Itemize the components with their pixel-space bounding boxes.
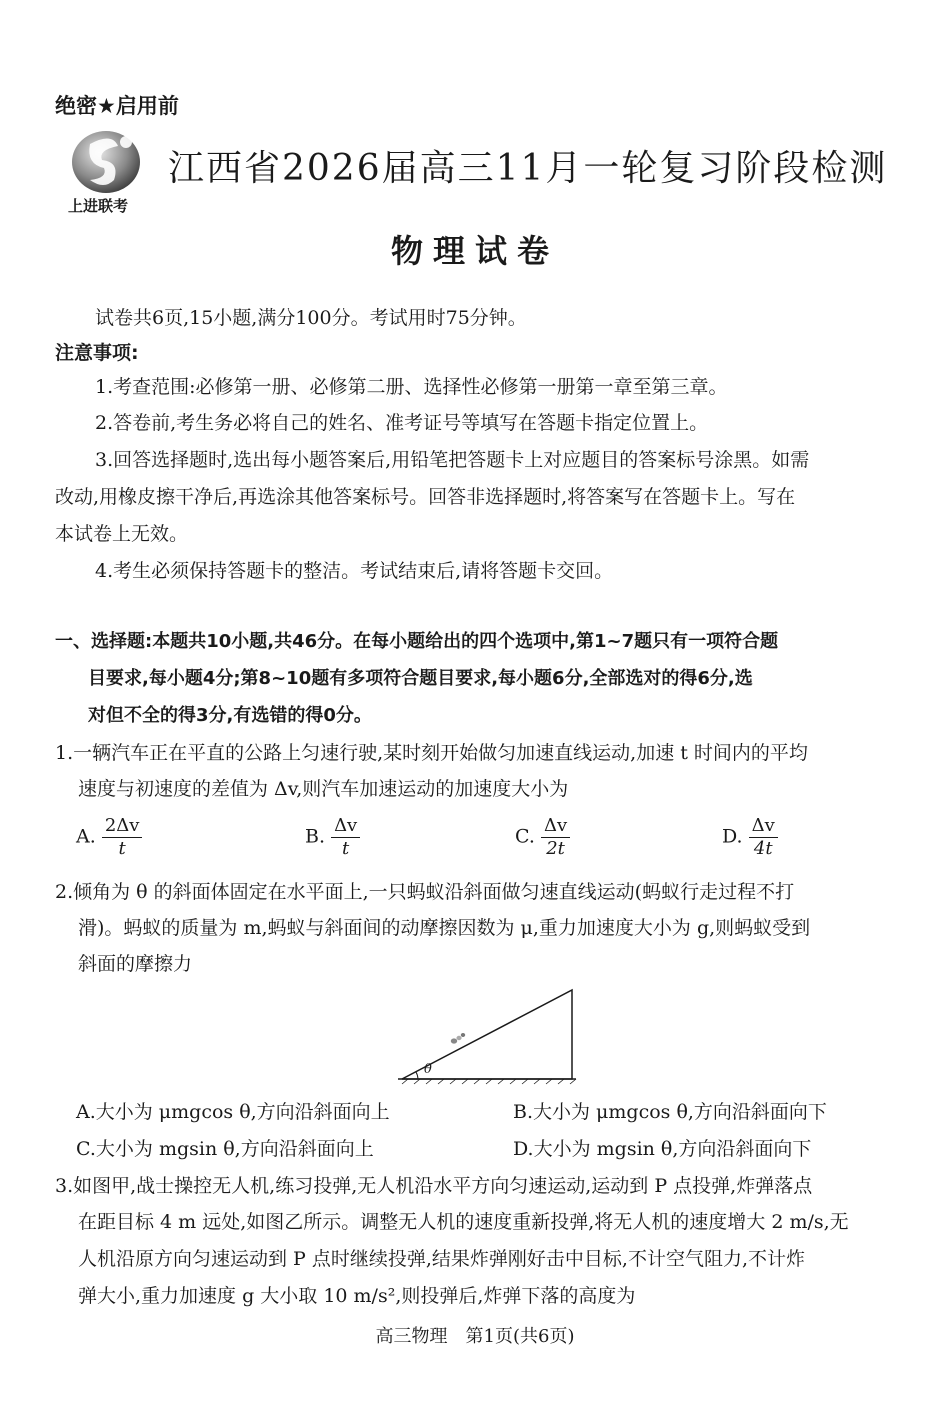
q2-line-2: 滑)。蚂蚁的质量为 m,蚂蚁与斜面间的动摩擦因数为 μ,重力加速度大小为 g,则蚂蚁受到 (78, 917, 811, 939)
q1-line-1: 1.一辆汽车正在平直的公路上匀速行驶,某时刻开始做匀加速直线运动,加速 t 时间内的平均 (55, 742, 808, 764)
q1-option-c-denominator: 2t (546, 838, 565, 859)
q3-line-3: 人机沿原方向匀速运动到 P 点时继续投弹,结果炸弹刚好击中目标,不计空气阻力,不计炸 (78, 1248, 805, 1270)
notice-heading: 注意事项: (55, 342, 139, 364)
section-1-line-1: 一、选择题:本题共10小题,共46分。在每小题给出的四个选项中,第1~7题只有一项符合题 (55, 631, 779, 652)
incline-figure (396, 986, 578, 1086)
notice-item-3-line-2: 改动,用橡皮擦干净后,再选涂其他答案标号。回答非选择题时,将答案写在答题卡上。写在 (55, 486, 796, 508)
q1-option-d (722, 815, 778, 860)
q2-line-1: 2.倾角为 θ 的斜面体固定在水平面上,一只蚂蚁沿斜面做匀速直线运动(蚂蚁行走过程不打 (55, 881, 795, 903)
q1-option-d-numerator: Δv (749, 815, 778, 838)
q1-option-c-label: C. (515, 825, 535, 848)
notice-item-2: 2.答卷前,考生务必将自己的姓名、准考证号等填写在答题卡指定位置上。 (95, 412, 709, 434)
q1-line-2: 速度与初速度的差值为 Δv,则汽车加速运动的加速度大小为 (78, 778, 569, 800)
q1-option-b (305, 815, 360, 860)
notice-item-1: 1.考查范围:必修第一册、必修第二册、选择性必修第一册第一章至第三章。 (95, 376, 728, 398)
q2-option-b: B.大小为 μmgcos θ,方向沿斜面向下 (513, 1101, 827, 1123)
q1-option-a (76, 815, 142, 860)
angle-theta-label: θ (424, 1062, 432, 1077)
exam-logo (68, 124, 144, 196)
q1-option-a-label: A. (76, 825, 96, 848)
q1-option-a-fraction (102, 815, 143, 860)
q2-option-a: A.大小为 μmgcos θ,方向沿斜面向上 (76, 1101, 390, 1123)
q1-option-a-numerator: 2Δv (102, 815, 143, 838)
q1-option-a-denominator: t (118, 838, 126, 859)
q1-option-d-denominator: 4t (753, 838, 773, 859)
exam-title: 江西省2026届高三11月一轮复习阶段检测 (168, 148, 888, 189)
angle-arc (416, 1072, 418, 1079)
ant-icon (451, 1033, 465, 1044)
notice-item-4: 4.考生必须保持答题卡的整洁。考试结束后,请将答题卡交回。 (95, 560, 614, 582)
q2-line-3: 斜面的摩擦力 (78, 953, 193, 975)
confidential-label: 绝密★启用前 (55, 94, 179, 118)
exam-intro: 试卷共6页,15小题,满分100分。考试用时75分钟。 (95, 307, 527, 329)
notice-item-3-line-3: 本试卷上无效。 (55, 523, 189, 545)
logo-text: 上进联考 (68, 197, 129, 215)
q1-option-d-label: D. (722, 825, 743, 848)
q1-option-d-fraction (749, 815, 778, 860)
q2-option-d: D.大小为 mgsin θ,方向沿斜面向下 (513, 1138, 812, 1160)
q1-option-b-numerator: Δv (331, 815, 360, 838)
subject-title: 物理试卷 (390, 232, 559, 270)
page-footer: 高三物理 第1页(共6页) (375, 1326, 575, 1347)
q1-option-c (515, 815, 570, 860)
q3-line-1: 3.如图甲,战士操控无人机,练习投弹,无人机沿水平方向匀速运动,运动到 P 点投弹,炸弹落点 (55, 1175, 813, 1197)
notice-item-3-line-1: 3.回答选择题时,选出每小题答案后,用铅笔把答题卡上对应题目的答案标号涂黑。如需 (95, 449, 810, 471)
q2-option-c: C.大小为 mgsin θ,方向沿斜面向上 (76, 1138, 374, 1160)
q1-option-c-fraction (541, 815, 570, 860)
q1-option-b-denominator: t (342, 838, 350, 859)
q1-option-c-numerator: Δv (541, 815, 570, 838)
q3-line-4: 弹大小,重力加速度 g 大小取 10 m/s²,则投弹后,炸弹下落的高度为 (78, 1285, 636, 1307)
q1-option-b-fraction (331, 815, 360, 860)
q1-option-b-label: B. (305, 825, 326, 848)
q3-line-2: 在距目标 4 m 远处,如图乙所示。调整无人机的速度重新投弹,将无人机的速度增大 2 m/s,无 (78, 1211, 849, 1233)
section-1-line-3: 对但不全的得3分,有选错的得0分。 (88, 705, 372, 726)
section-1-line-2: 目要求,每小题4分;第8~10题有多项符合题目要求,每小题6分,全部选对的得6分,选 (88, 668, 753, 689)
logo-icon (68, 124, 144, 196)
